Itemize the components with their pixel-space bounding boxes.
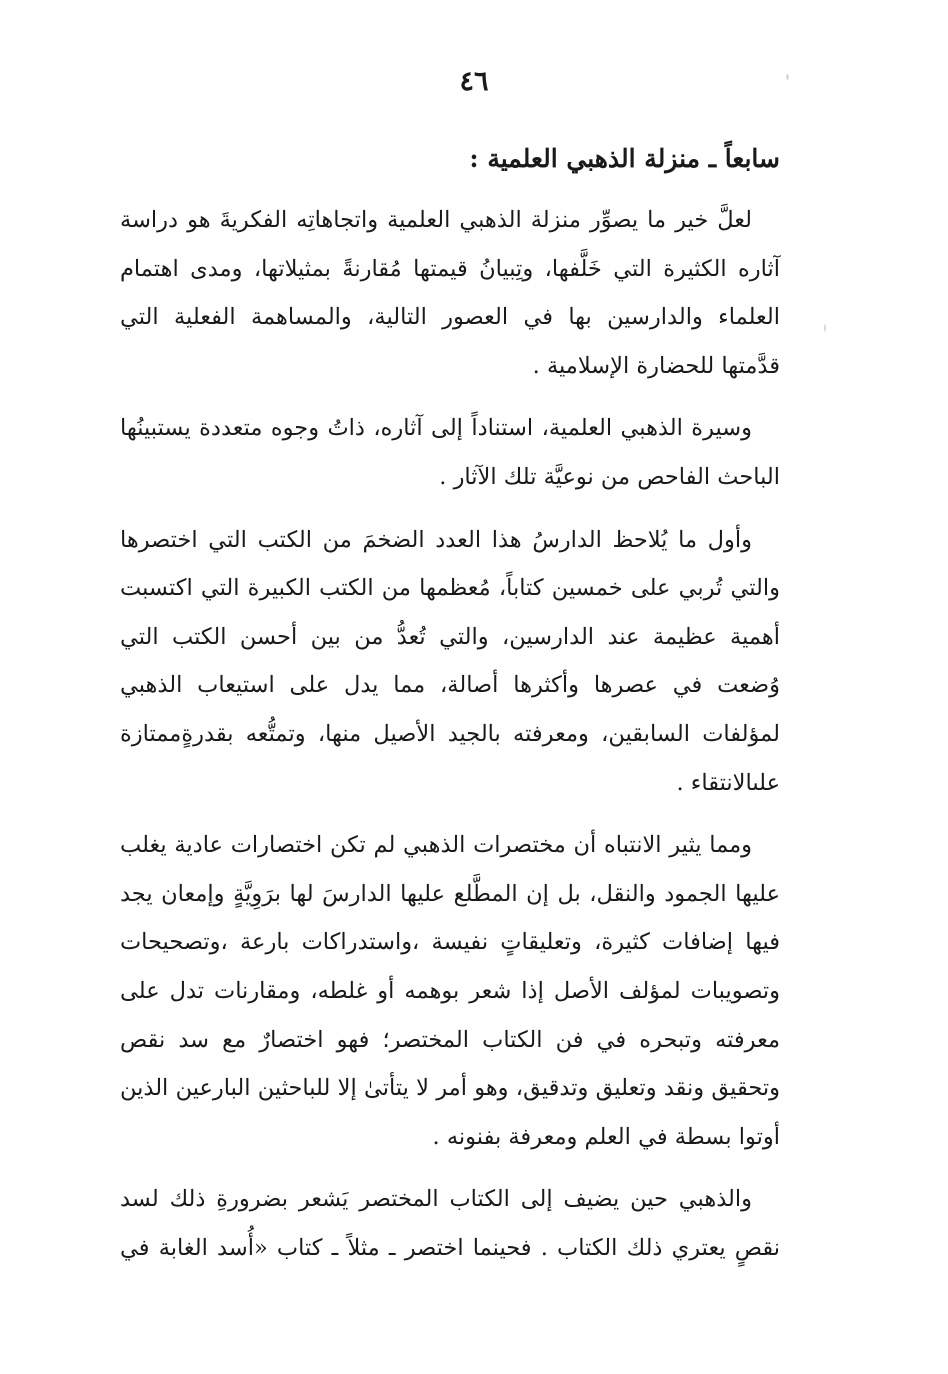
paragraph-1: لعلَّ خير ما يصوِّر منزلة الذهبي العلمية واتجاهاتِه الفكريةَ هو دراسة آثاره الكثيرة التي خَلَّفها، وتِبيانُ قيمتها مُقارنةً بمثيلاتها، ومدى اهتمام العلماء والدارسين بها في العصور التالية، والمساهمة الفعلية التي قدَّمتها للحضارة الإسلامية . bbox=[120, 207, 780, 379]
scan-speck bbox=[824, 324, 826, 332]
paragraph-4: ومما يثير الانتباه أن مختصرات الذهبي لم تكن اختصارات عادية يغلب عليها الجمود والنقل، بل إن المطَّلع عليها الدارسَ لها برَوِيَّةٍ وإمعان يجد فيها إضافات كثيرة، وتعليقاتٍ نفيسة ،واستدراكات بارعة ،وتصحيحات وتصويبات لمؤلف الأصل إذا شعر بوهمه أو غلطه، ومقارنات تدل على معرفته وتبحره في فن الكتاب المختصر؛ فهو اختصارٌ مع سد نقص وتحقيق ونقد وتعليق وتدقيق، وهو أمر لا يتأتىٰ إلا للباحثين البارعين الذين أوتوا بسطة في العلم ومعرفة بفنونه . bbox=[120, 832, 780, 1150]
section-heading: سابعاً ـ منزلة الذهبي العلمية : bbox=[469, 144, 780, 173]
page-number: ٤٦ bbox=[459, 66, 489, 97]
paragraph-2: وسيرة الذهبي العلمية، استناداً إلى آثاره، ذاتُ وجوه متعددة يستبينُها الباحث الفاحص من نوعيَّة تلك الآثار . bbox=[120, 415, 780, 490]
scan-speck bbox=[786, 74, 789, 80]
paragraph-5: والذهبي حين يضيف إلى الكتاب المختصر يَشعر بضرورةِ ذلك لسد نقصٍ يعتري ذلك الكتاب . فحينما اختصر ـ مثلاً ـ كتاب «أُسد الغابة في bbox=[120, 1186, 780, 1261]
paragraph-3: وأول ما يُلاحظ الدارسُ هذا العدد الضخمَ من الكتب التي اختصرها والتي تُربي على خمسين كتاباً، مُعظمها من الكتب الكبيرة التي اكتسبت أهمية عظيمة عند الدارسين، والتي تُعدُّ من بين أحسن الكتب التي وُضعت في عصرها وأكثرها أصالة، مما يدل على استيعاب الذهبي لمؤلفات السابقين، ومعرفته بالجيد الأصيل منها، وتمتُّعه بقدرةٍممتازة علىالانتقاء . bbox=[120, 526, 780, 796]
page-body bbox=[120, 136, 780, 1286]
